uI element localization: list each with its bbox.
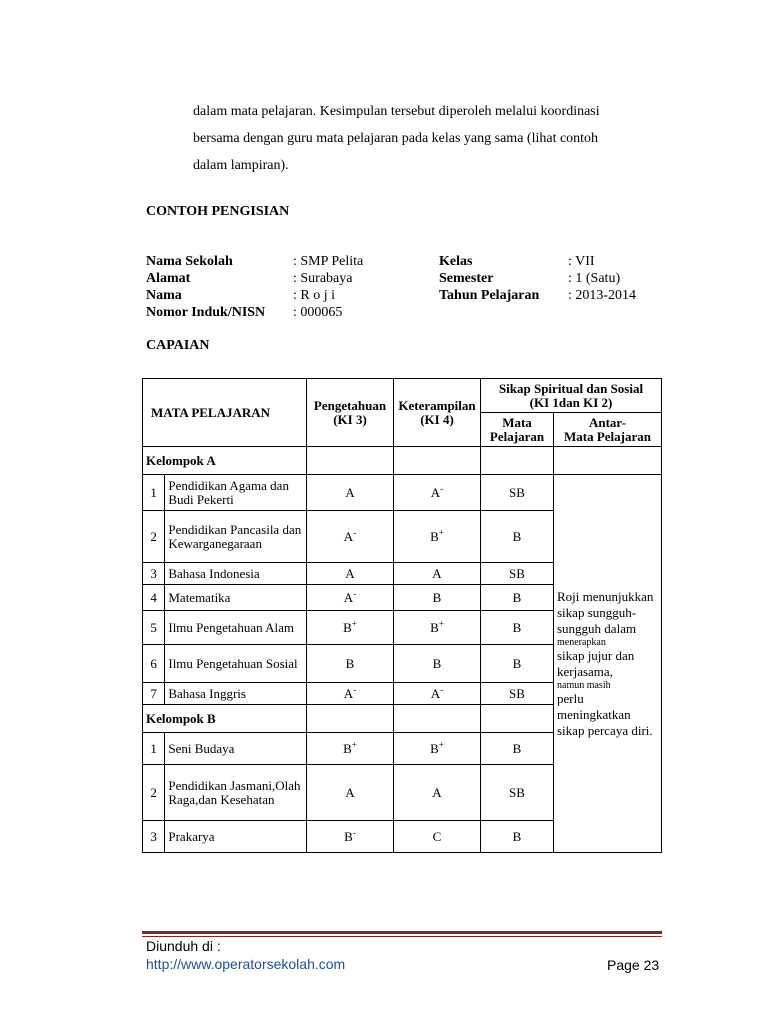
heading-contoh-pengisian: CONTOH PENGISIAN	[146, 204, 290, 219]
info-value: : 1 (Satu)	[568, 271, 621, 286]
page-number: Page 23	[607, 957, 660, 973]
info-row	[146, 253, 363, 270]
grade: A	[343, 528, 354, 544]
grade-cell	[307, 475, 394, 511]
sikap-grade: B	[481, 733, 554, 765]
group-label: Kelompok B	[143, 705, 307, 733]
subject-name: Bahasa Inggris	[165, 683, 307, 705]
row-number: 3	[143, 563, 165, 585]
grade-cell	[394, 765, 481, 821]
comment-text: perlu meningkatkan sikap percaya diri.	[557, 690, 653, 738]
info-label: Nama Sekolah	[146, 254, 233, 269]
grade-modifier: +	[351, 618, 357, 629]
info-label: Nama	[146, 288, 182, 303]
sikap-grade: B	[481, 821, 554, 853]
capaian-table	[142, 378, 662, 853]
subject-name: Seni Budaya	[165, 733, 307, 765]
footer-link[interactable]: http://www.operatorsekolah.com	[146, 956, 346, 972]
footer-rule-thin	[142, 936, 662, 937]
grade: B	[432, 589, 442, 605]
header-sikap: Sikap Spiritual dan Sosial (KI 1dan KI 2)	[481, 379, 662, 413]
grade: B	[432, 655, 442, 671]
intro-line: dalam mata pelajaran. Kesimpulan tersebut diperoleh melalui koordinasi	[193, 104, 600, 119]
info-value: : VII	[568, 254, 595, 269]
subject-name: Matematika	[165, 585, 307, 611]
empty-cell	[394, 705, 481, 733]
grade: A	[345, 565, 355, 581]
student-info-right	[439, 253, 636, 304]
subject-name: Ilmu Pengetahuan Alam	[165, 611, 307, 645]
grade: A	[430, 484, 441, 500]
grade-cell	[307, 765, 394, 821]
intro-line: bersama dengan guru mata pelajaran pada kelas yang sama (lihat contoh	[193, 131, 599, 146]
grade: B	[430, 740, 439, 756]
row-number: 3	[143, 821, 165, 853]
grade: B	[345, 655, 355, 671]
header-antar-mata-pelajaran: Antar- Mata Pelajaran	[554, 413, 662, 447]
sikap-grade: SB	[481, 563, 554, 585]
grade-cell	[394, 611, 481, 645]
grade: A	[345, 484, 355, 500]
subject-name: Prakarya	[165, 821, 307, 853]
row-number: 2	[143, 765, 165, 821]
subject-name: Pendidikan Agama dan Budi Pekerti	[165, 475, 307, 511]
empty-cell	[307, 705, 394, 733]
grade-cell	[307, 683, 394, 705]
grade-cell	[394, 475, 481, 511]
info-label: Alamat	[146, 271, 191, 286]
info-label: Kelas	[439, 254, 473, 269]
info-row	[146, 287, 363, 304]
grade-cell	[307, 821, 394, 853]
header-mata-pelajaran: MATA PELAJARAN	[143, 379, 307, 447]
grade: B	[343, 740, 352, 756]
sikap-grade: B	[481, 611, 554, 645]
grade-cell	[307, 611, 394, 645]
grade-modifier: -	[353, 527, 357, 538]
sikap-antar-comment	[554, 475, 662, 853]
sikap-grade: B	[481, 585, 554, 611]
grade-cell	[394, 645, 481, 683]
info-row	[439, 270, 636, 287]
comment-text: menerapkan	[557, 636, 606, 648]
intro-paragraph	[193, 98, 663, 179]
grade-cell	[394, 821, 481, 853]
comment-text: namun masih	[557, 679, 611, 691]
comment-text: Roji menunjukkan sikap sungguh-sungguh dalam	[557, 588, 654, 636]
row-number: 2	[143, 511, 165, 563]
info-value: : R o j i	[293, 288, 336, 303]
row-number: 7	[143, 683, 165, 705]
info-row	[439, 287, 636, 304]
grade-modifier: +	[438, 618, 444, 629]
grade: B	[430, 619, 439, 635]
subject-name: Pendidikan Jasmani,Olah Raga,dan Kesehatan	[165, 765, 307, 821]
grade-cell	[394, 733, 481, 765]
table-row	[143, 475, 662, 511]
info-value: : Surabaya	[293, 271, 353, 286]
grade-modifier: -	[440, 684, 444, 695]
info-row	[146, 270, 363, 287]
sikap-grade: SB	[481, 765, 554, 821]
empty-cell	[481, 705, 554, 733]
grade: A	[343, 589, 354, 605]
empty-cell	[394, 447, 481, 475]
grade-cell	[307, 733, 394, 765]
grade: A	[432, 784, 442, 800]
footer-rule	[142, 931, 662, 934]
info-value: : 000065	[293, 305, 343, 320]
grade: B	[343, 619, 352, 635]
row-number: 1	[143, 733, 165, 765]
grade: A	[345, 784, 355, 800]
row-number: 4	[143, 585, 165, 611]
subject-name: Ilmu Pengetahuan Sosial	[165, 645, 307, 683]
grade-modifier: -	[353, 588, 357, 599]
grade: A	[430, 685, 441, 701]
grade-cell	[307, 563, 394, 585]
grade-cell	[394, 511, 481, 563]
info-value: : 2013-2014	[568, 288, 637, 303]
row-number: 6	[143, 645, 165, 683]
grade: A	[343, 685, 354, 701]
subject-name: Bahasa Indonesia	[165, 563, 307, 585]
grade-modifier: -	[353, 684, 357, 695]
header-keterampilan: Keterampilan (KI 4)	[394, 379, 481, 447]
empty-cell	[307, 447, 394, 475]
info-value: : SMP Pelita	[293, 254, 364, 269]
sikap-grade: SB	[481, 683, 554, 705]
grade-cell	[307, 511, 394, 563]
grade: C	[432, 828, 442, 844]
grade-modifier: +	[438, 527, 444, 538]
row-number: 1	[143, 475, 165, 511]
group-row	[143, 447, 662, 475]
info-label: Tahun Pelajaran	[439, 288, 540, 303]
grade: A	[432, 565, 442, 581]
subject-name: Pendidikan Pancasila dan Kewarganegaraan	[165, 511, 307, 563]
grade: B	[430, 528, 439, 544]
info-label: Nomor Induk/NISN	[146, 305, 266, 320]
sikap-grade: B	[481, 511, 554, 563]
info-label: Semester	[439, 271, 494, 286]
footer-label: Diunduh di :	[146, 938, 221, 954]
comment-text: sikap jujur dan kerjasama,	[557, 647, 635, 679]
grade-cell	[307, 585, 394, 611]
header-pengetahuan: Pengetahuan (KI 3)	[307, 379, 394, 447]
grade: B	[344, 828, 353, 844]
grade-modifier: +	[438, 739, 444, 750]
group-label: Kelompok A	[143, 447, 307, 475]
empty-cell	[554, 447, 662, 475]
intro-line: dalam lampiran).	[193, 158, 289, 173]
grade-cell	[394, 585, 481, 611]
grade-cell	[394, 563, 481, 585]
info-row	[439, 253, 636, 270]
header-mata-pelajaran-sikap: Mata Pelajaran	[481, 413, 554, 447]
student-info-left	[146, 253, 363, 321]
info-row	[146, 304, 363, 321]
grade-cell	[394, 683, 481, 705]
grade-modifier: -	[440, 483, 444, 494]
grade-cell	[307, 645, 394, 683]
grade-modifier: +	[351, 739, 357, 750]
grade-modifier: -	[352, 827, 356, 838]
empty-cell	[481, 447, 554, 475]
sikap-grade: B	[481, 645, 554, 683]
sikap-grade: SB	[481, 475, 554, 511]
row-number: 5	[143, 611, 165, 645]
heading-capaian: CAPAIAN	[146, 338, 210, 353]
